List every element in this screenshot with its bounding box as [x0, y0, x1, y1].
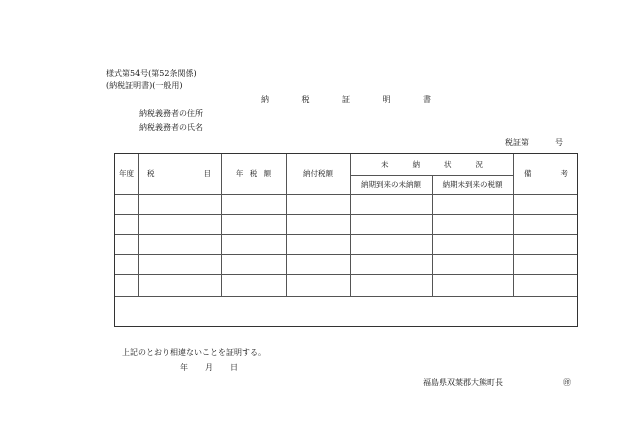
cert-number-prefix: 税証第 — [505, 138, 529, 147]
title-char: 税 — [301, 95, 310, 104]
header-paid-tax: 納付税額 — [303, 169, 333, 178]
title-char: 書 — [423, 95, 431, 104]
seal-mark: ㊞ — [563, 378, 571, 387]
title-char: 納 — [261, 95, 269, 104]
header-unpaid-not-due: 納期未到来の税額 — [442, 180, 503, 189]
taxpayer-address-label: 納税義務者の住所 — [139, 109, 203, 118]
form-number: 様式第54号(第52条関係) — [106, 69, 197, 78]
cert-number-suffix: 号 — [555, 138, 563, 147]
issuer-name: 福島県双葉郡大熊町長 — [423, 378, 503, 387]
header-annual-tax: 年 税 額 — [235, 169, 272, 178]
date-day: 日 — [230, 363, 238, 372]
taxpayer-name-label: 納税義務者の氏名 — [139, 123, 203, 132]
header-unpaid-due: 納期到来の未納額 — [361, 180, 421, 189]
certificate-number — [505, 139, 563, 147]
certify-statement: 上記のとおり相違ないことを証明する。 — [122, 348, 266, 357]
title-char: 明 — [382, 95, 391, 104]
form-kind: (納税証明書)(一般用) — [106, 81, 183, 90]
document-title — [261, 96, 431, 104]
tax-table — [114, 153, 578, 327]
date-month: 月 — [205, 363, 213, 372]
title-char: 証 — [342, 95, 350, 104]
date-year: 年 — [180, 363, 188, 372]
header-unpaid-status: 未 納 状 況 — [381, 160, 483, 169]
header-year: 年度 — [119, 169, 134, 178]
header-remarks: 備 考 — [524, 169, 568, 178]
header-tax-item: 税 目 — [147, 169, 211, 178]
